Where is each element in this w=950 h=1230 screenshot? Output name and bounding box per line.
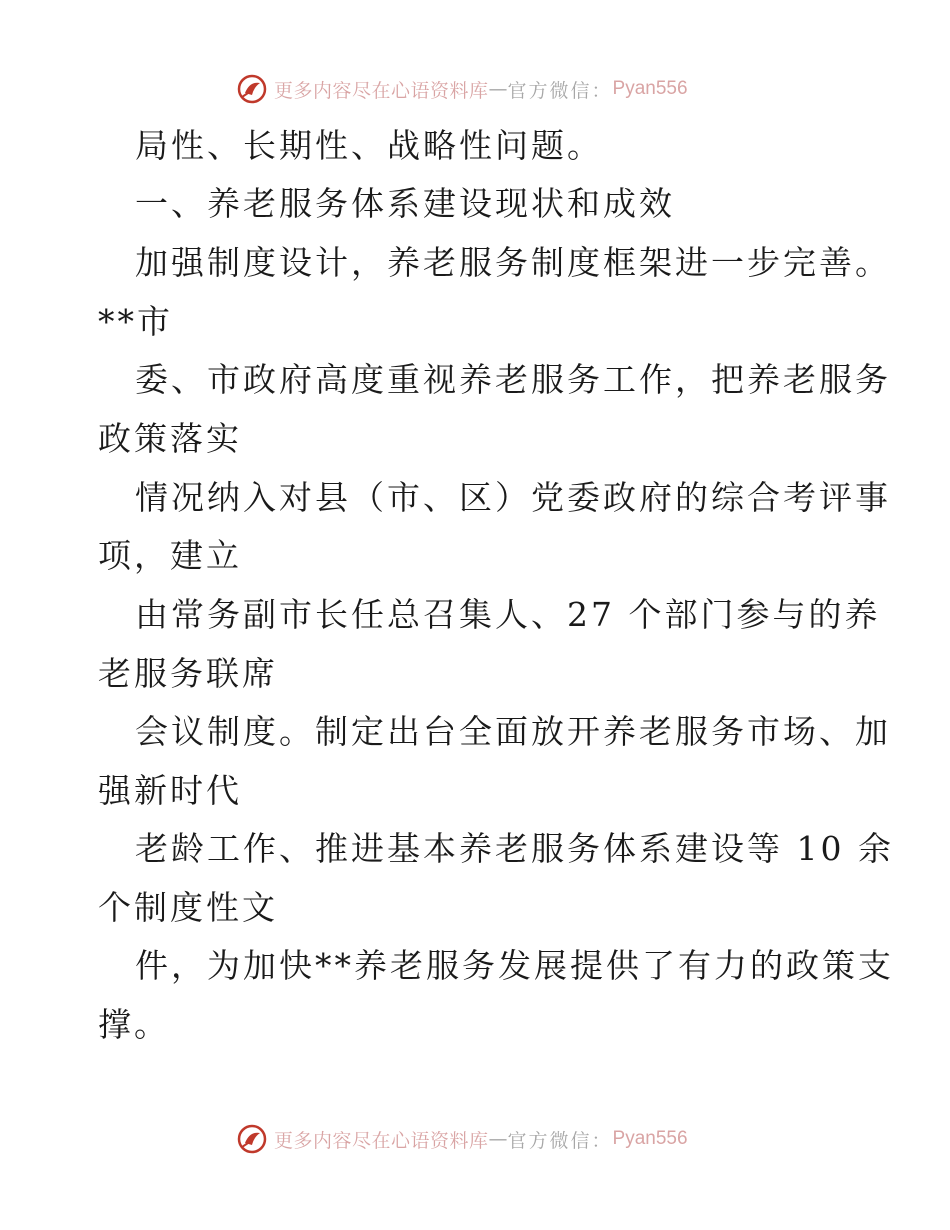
body-line: 老服务联席 bbox=[98, 654, 278, 693]
banner-wechat-label: 官方微信： bbox=[507, 79, 613, 102]
banner-dash: — bbox=[488, 78, 508, 100]
body-line: 老龄工作、推进基本养老服务体系建设等 10 余 bbox=[135, 829, 894, 868]
body-line: 会议制度。制定出台全面放开养老服务市场、加 bbox=[135, 712, 891, 751]
footer-banner bbox=[236, 1122, 688, 1156]
body-line: **市 bbox=[98, 302, 173, 341]
body-line: 项，建立 bbox=[98, 536, 242, 575]
banner-dash: — bbox=[488, 1128, 508, 1150]
banner-wechat-id: Pyan556 bbox=[612, 78, 688, 99]
body-line: 由常务副市长任总召集人、27 个部门参与的养 bbox=[135, 595, 881, 634]
body-line: 加强制度设计，养老服务制度框架进一步完善。 bbox=[135, 243, 891, 282]
banner-wechat-id: Pyan556 bbox=[612, 1128, 688, 1149]
body-line: 委、市政府高度重视养老服务工作，把养老服务 bbox=[135, 360, 891, 399]
section-heading: 一、养老服务体系建设现状和成效 bbox=[135, 184, 675, 223]
brand-logo-icon bbox=[236, 73, 268, 105]
header-banner bbox=[236, 72, 688, 106]
body-line: 情况纳入对县（市、区）党委政府的综合考评事 bbox=[135, 478, 891, 517]
body-line: 强新时代 bbox=[98, 771, 242, 810]
body-line: 政策落实 bbox=[98, 419, 242, 458]
banner-site-text: 更多内容尽在心语资料库 bbox=[274, 1129, 489, 1152]
body-line: 撑。 bbox=[98, 1005, 170, 1044]
banner-site-text: 更多内容尽在心语资料库 bbox=[274, 79, 489, 102]
brand-logo-icon bbox=[236, 1123, 268, 1155]
banner-wechat-label: 官方微信： bbox=[507, 1129, 613, 1152]
body-line: 局性、长期性、战略性问题。 bbox=[135, 126, 603, 165]
body-line: 件，为加快**养老服务发展提供了有力的政策支 bbox=[135, 946, 894, 985]
body-line: 个制度性文 bbox=[98, 888, 278, 927]
